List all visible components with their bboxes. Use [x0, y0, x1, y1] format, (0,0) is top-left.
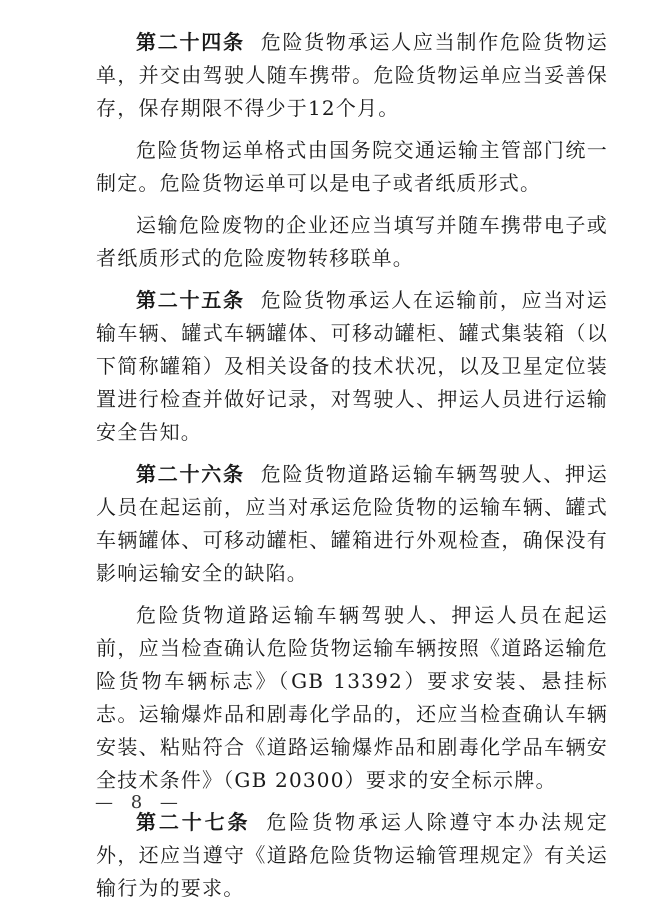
- paragraph-text: 危险货物运单格式由国务院交通运输主管部门统一制定。危险货物运单可以是电子或者纸质形式。: [96, 138, 608, 195]
- paragraph-hazardous-waste: [96, 209, 608, 275]
- paragraph-article-25: [96, 284, 608, 449]
- paragraph-vehicle-signs: [96, 599, 608, 797]
- page-number: — 8 —: [95, 792, 184, 813]
- paragraph-text: 危险货物承运人除遵守本办法规定外，还应当遵守《道路危险货物运输管理规定》有关运输行为的要求。: [96, 810, 609, 900]
- paragraph-article-27: [96, 806, 608, 905]
- article-heading: 第二十六条: [136, 462, 245, 486]
- article-heading: 第二十四条: [136, 30, 245, 54]
- article-heading: 第二十七条: [136, 810, 251, 834]
- paragraph-text: 危险货物道路运输车辆驾驶人、押运人员在起运前，应当检查确认危险货物运输车辆按照《道路运输危险货物车辆标志》（GB 13392）要求安装、悬挂标志。运输爆炸品和剧毒化学品的，还应当检查确认车辆安装、粘贴符合《道路运输爆炸品和剧毒化学品车辆安全技术条件》（GB 20300）要求的安全标示牌。: [96, 603, 608, 792]
- paragraph-text: 危险货物道路运输车辆驾驶人、押运人员在起运前，应当对承运危险货物的运输车辆、罐式车辆罐体、可移动罐柜、罐箱进行外观检查，确保没有影响运输安全的缺陷。: [96, 462, 609, 585]
- paragraph-text: 运输危险废物的企业还应当填写并随车携带电子或者纸质形式的危险废物转移联单。: [96, 213, 608, 270]
- document-body: [96, 26, 608, 914]
- paragraph-article-26: [96, 458, 608, 590]
- paragraph-text: 危险货物承运人应当制作危险货物运单，并交由驾驶人随车携带。危险货物运单应当妥善保存，保存期限不得少于12个月。: [96, 30, 609, 120]
- paragraph-waybill-format: [96, 134, 608, 200]
- paragraph-text: 危险货物承运人在运输前，应当对运输车辆、罐式车辆罐体、可移动罐柜、罐式集装箱（以下简称罐箱）及相关设备的技术状况，以及卫星定位装置进行检查并做好记录，对驾驶人、押运人员进行运输安全告知。: [96, 288, 609, 444]
- paragraph-article-24: [96, 26, 608, 125]
- article-heading: 第二十五条: [136, 288, 245, 312]
